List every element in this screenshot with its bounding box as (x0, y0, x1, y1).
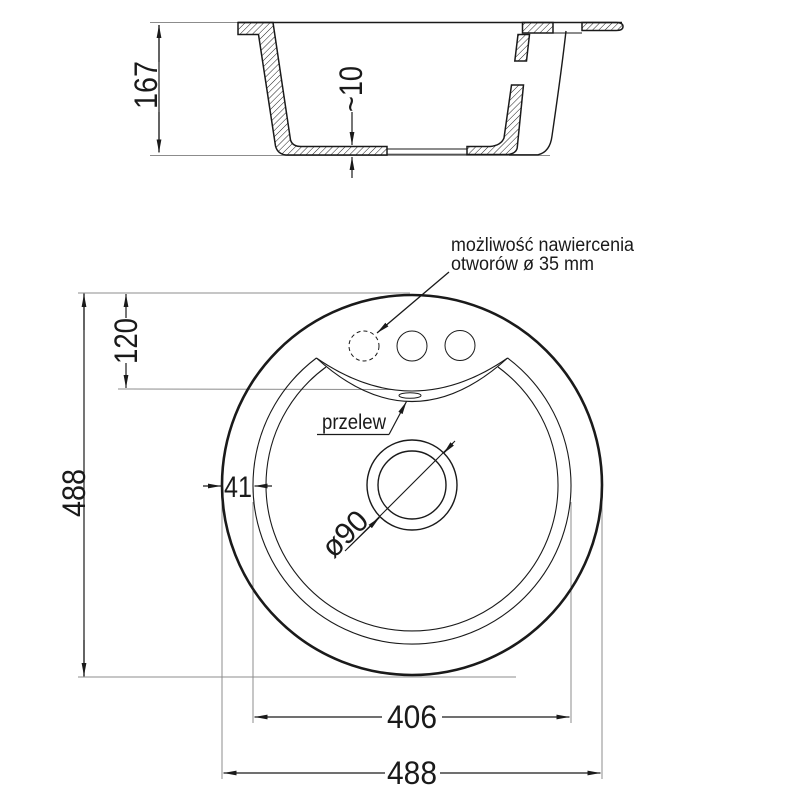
dim-167 (128, 25, 164, 153)
dim-488-vertical-label: 488 (56, 463, 92, 517)
dim-41-label: 41 (224, 471, 252, 504)
section-right-wall-lower (467, 85, 524, 155)
section-deck-bar-left (523, 23, 554, 34)
faucet-hole-circle (445, 331, 475, 361)
section-view (128, 23, 623, 179)
overflow-leader (389, 402, 407, 435)
overflow-slot (399, 393, 421, 399)
top-view (56, 235, 634, 791)
dim-bottom-thickness-label: ~10 (333, 57, 369, 112)
section-bottom-recess (387, 149, 467, 154)
dim-drain-90-label: ø90 (315, 504, 376, 565)
drill-note-leader (377, 272, 449, 333)
deck-front-curve (316, 358, 507, 391)
optional-drill-hole-dashed-circle (349, 331, 379, 361)
dim-406 (255, 699, 570, 735)
dim-120 (108, 294, 144, 388)
drill-note-line1: możliwość nawiercenia (451, 235, 635, 256)
sink-outer-edge-circle (222, 295, 602, 675)
dim-41 (203, 471, 272, 504)
dim-120-label: 120 (108, 310, 144, 364)
section-right-wall-upper (515, 35, 530, 62)
bowl-inner-circle (266, 367, 558, 631)
faucet-hole-circle (397, 331, 427, 361)
dim-488-horizontal (224, 755, 601, 791)
dim-bottom-thickness (333, 57, 369, 178)
dim-406-label: 406 (387, 699, 437, 735)
overflow-callout (317, 402, 407, 435)
dim-488-horizontal-label: 488 (387, 755, 437, 791)
bowl-rim-circle (253, 358, 571, 644)
section-deck-bar-right (582, 23, 623, 31)
dim-167-label: 167 (128, 55, 164, 109)
dim-488-vertical (56, 294, 92, 677)
faucet-holes (349, 331, 475, 362)
overflow-label: przelew (322, 411, 387, 434)
drill-note-line2: otworów ø 35 mm (451, 254, 594, 275)
